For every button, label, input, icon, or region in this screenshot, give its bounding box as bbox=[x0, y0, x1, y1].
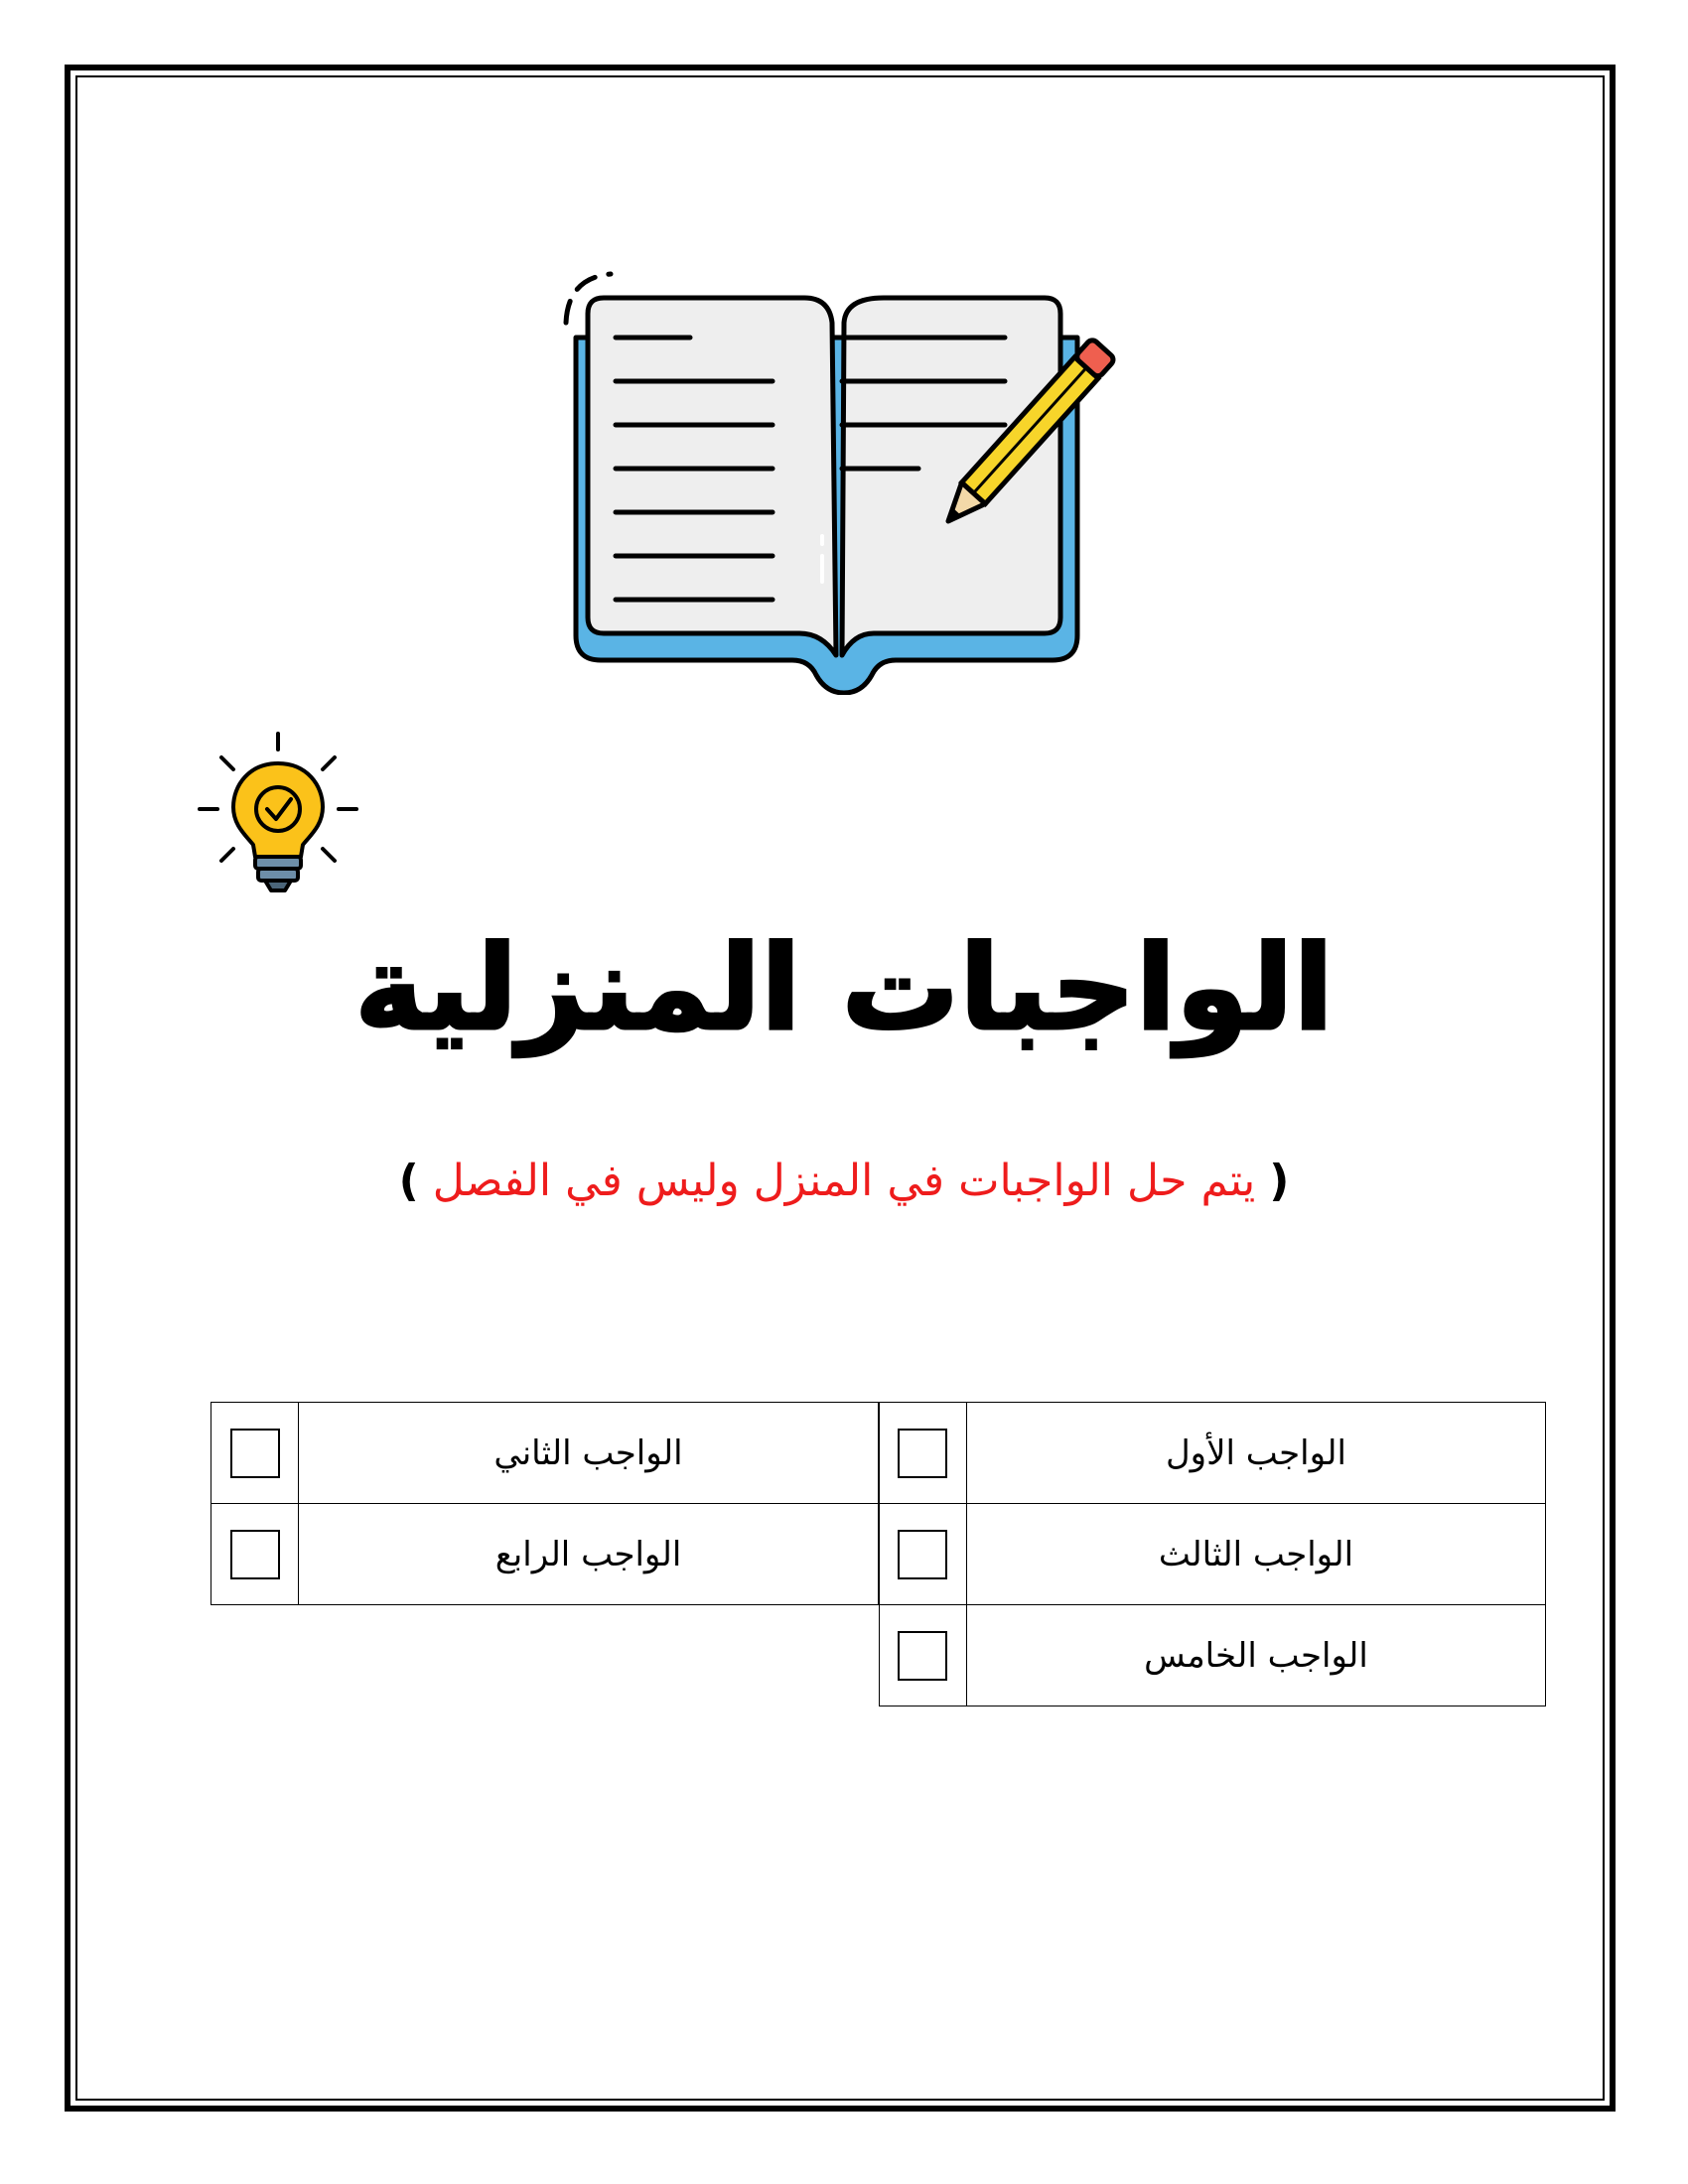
homework-3-checkbox[interactable] bbox=[898, 1530, 947, 1579]
table-row bbox=[211, 1504, 879, 1605]
open-book-with-pencil-icon bbox=[556, 268, 1132, 695]
table-row bbox=[880, 1403, 1546, 1504]
homework-4-checkbox[interactable] bbox=[230, 1530, 280, 1579]
homework-table-left bbox=[211, 1402, 879, 1605]
table-row bbox=[211, 1403, 879, 1504]
table-row bbox=[880, 1504, 1546, 1605]
table-row bbox=[880, 1605, 1546, 1706]
homework-table-right bbox=[879, 1402, 1546, 1706]
homework-2-label: الواجب الثاني bbox=[299, 1403, 879, 1504]
subtitle-note bbox=[248, 1152, 1440, 1211]
subtitle-open-paren: ( bbox=[1269, 1156, 1290, 1206]
homework-3-label: الواجب الثالث bbox=[966, 1504, 1545, 1605]
homework-2-checkbox-cell bbox=[211, 1403, 299, 1504]
subtitle-close-paren: ) bbox=[398, 1156, 419, 1206]
homework-4-checkbox-cell bbox=[211, 1504, 299, 1605]
lightbulb-check-icon bbox=[194, 730, 362, 903]
page-title: الواجبات المنزلية bbox=[354, 919, 1334, 1056]
homework-5-label: الواجب الخامس bbox=[966, 1605, 1545, 1706]
homework-3-checkbox-cell bbox=[880, 1504, 967, 1605]
subtitle-text: يتم حل الواجبات في المنزل وليس في الفصل bbox=[432, 1156, 1256, 1206]
homework-5-checkbox[interactable] bbox=[898, 1631, 947, 1681]
homework-1-label: الواجب الأول bbox=[966, 1403, 1545, 1504]
homework-2-checkbox[interactable] bbox=[230, 1429, 280, 1478]
homework-1-checkbox-cell bbox=[880, 1403, 967, 1504]
homework-5-checkbox-cell bbox=[880, 1605, 967, 1706]
homework-1-checkbox[interactable] bbox=[898, 1429, 947, 1478]
homework-4-label: الواجب الرابع bbox=[299, 1504, 879, 1605]
